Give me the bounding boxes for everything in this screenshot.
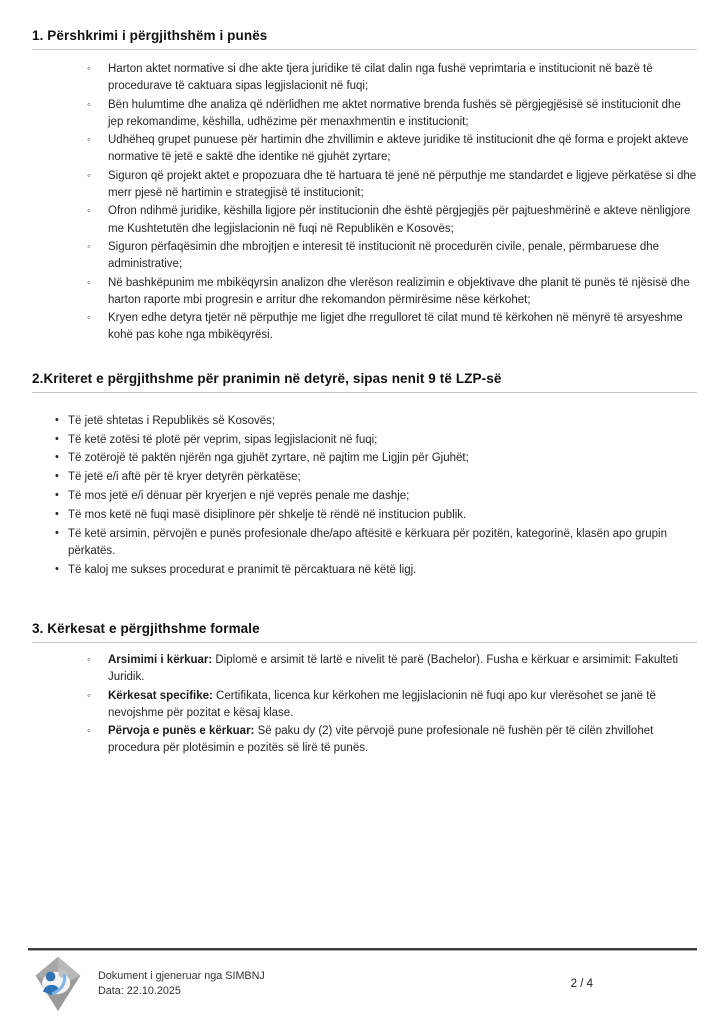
footer-divider — [28, 948, 697, 950]
list-item: ◦ Udhëheq grupet punuese për hartimin dhe zhvillimin e akteve juridike të institucionit dhe që forma e projekt akteve normative të jetë e saktë dhe identike në gjuhët zyrtare; — [32, 132, 697, 167]
list-item: • Të ketë arsimin, përvojën e punës profesionale dhe/apo aftësitë e kërkuara për pozitën, kategorinë, klasën apo grupin përkatës. — [32, 526, 697, 561]
list-item: ◦ Në bashkëpunim me mbikëqyrsin analizon dhe vlerëson realizimin e objektivave dhe planit të punës të njësisë dhe harton raporte mbi progresin e arritur dhe rekomandon përmirësime nëse kërkohet; — [32, 275, 697, 310]
footer-row — [28, 956, 697, 1012]
list-item: ◦ Bën hulumtime dhe analiza që ndërlidhen me aktet normative brenda fushës së përgjegjësisë së institucionit dhe jep rekomandime, këshilla, udhëzime për menaxhmentin e institucionit; — [32, 97, 697, 132]
list-item-lead: Përvoja e punës e kërkuar: — [108, 725, 255, 738]
section-2 — [32, 371, 697, 579]
list-item-text: Së paku dy (2) vite përvojë pune profesionale në fushën për të cilën zhvillohet procedura për plotësimin e pozitës së lirë të punës. — [108, 725, 654, 755]
list-item: ◦ Kryen edhe detyra tjetër në përputhje me ligjet dhe rregulloret të cilat mund të kërkohen në mënyrë të arsyeshme kohë pas kohe nga mbikëqyrësi. — [32, 310, 697, 345]
list-item — [32, 723, 697, 758]
list-item-lead: Kërkesat specifike: — [108, 689, 213, 702]
page-footer — [28, 948, 697, 1012]
list-item: • Të kaloj me sukses procedurat e pranimit të përcaktuara në këtë ligj. — [32, 562, 697, 579]
list-item — [32, 688, 697, 723]
footer-text-block — [98, 969, 265, 1000]
list-item-text: Diplomë e arsimit të lartë e nivelit të parë (Bachelor). Fusha e kërkuar e arsimimit: Fakulteti Juridik. — [108, 653, 679, 684]
list-item: ◦ Siguron që projekt aktet e propozuara dhe të hartuara të jenë në përputhje me standardet e ligjeve përkatëse si dhe merr pjesë në hartimin e strategjisë të institucionit; — [32, 168, 697, 203]
section-title: 2.Kriteret e përgjithshme për pranimin në detyrë, sipas nenit 9 të LZP-së — [32, 371, 697, 393]
section-3 — [32, 621, 697, 758]
list-item-text: Certifikata, licenca kur kërkohen me legjislacionin në fuqi apo kur vlerësohet se janë të nevojshme për pozitat e kësaj klase. — [108, 689, 656, 719]
list-item: ◦ Siguron përfaqësimin dhe mbrojtjen e interesit të institucionit në procedurën civile, penale, përmbaruese dhe administrative; — [32, 239, 697, 274]
section-list — [32, 61, 697, 345]
section-title: 3. Kërkesat e përgjithshme formale — [32, 621, 697, 643]
section-list — [32, 652, 697, 758]
section-1 — [32, 28, 697, 345]
page-number: 2 / 4 — [570, 978, 593, 990]
list-item — [32, 652, 697, 687]
list-item: • Të ketë zotësi të plotë për veprim, sipas legjislacionit në fuqi; — [32, 432, 697, 449]
section-list — [32, 413, 697, 579]
list-item: ◦ Ofron ndihmë juridike, këshilla ligjore për institucionin dhe është përgjegjës për pajtueshmërinë e akteve nënligjore me Kushtetutën dhe legjislacionin në fuqi në Republikën e Kosovës; — [32, 203, 697, 238]
list-item: ◦ Harton aktet normative si dhe akte tjera juridike të cilat dalin nga fushë veprimtaria e institucionit në bazë të procedurave të caktuara sipas legjislacionit në fuqi; — [32, 61, 697, 96]
footer-date: Data: 22.10.2025 — [98, 985, 181, 997]
section-title: 1. Përshkrimi i përgjithshëm i punës — [32, 28, 697, 50]
simbnj-logo-icon — [32, 956, 84, 1012]
list-item: • Të jetë e/i aftë për të kryer detyrën përkatëse; — [32, 469, 697, 486]
list-item: • Të jetë shtetas i Republikës së Kosovës; — [32, 413, 697, 430]
list-item: • Të zotërojë të paktën njërën nga gjuhët zyrtare, në pajtim me Ligjin për Gjuhët; — [32, 450, 697, 467]
list-item: • Të mos jetë e/i dënuar për kryerjen e një veprës penale me dashje; — [32, 488, 697, 505]
list-item-lead: Arsimimi i kërkuar: — [108, 653, 213, 666]
list-item: • Të mos ketë në fuqi masë disiplinore për shkelje të rëndë në institucion publik. — [32, 507, 697, 524]
document-sections — [32, 28, 697, 758]
footer-generated-text: Dokument i gjeneruar nga SIMBNJ — [98, 969, 265, 982]
